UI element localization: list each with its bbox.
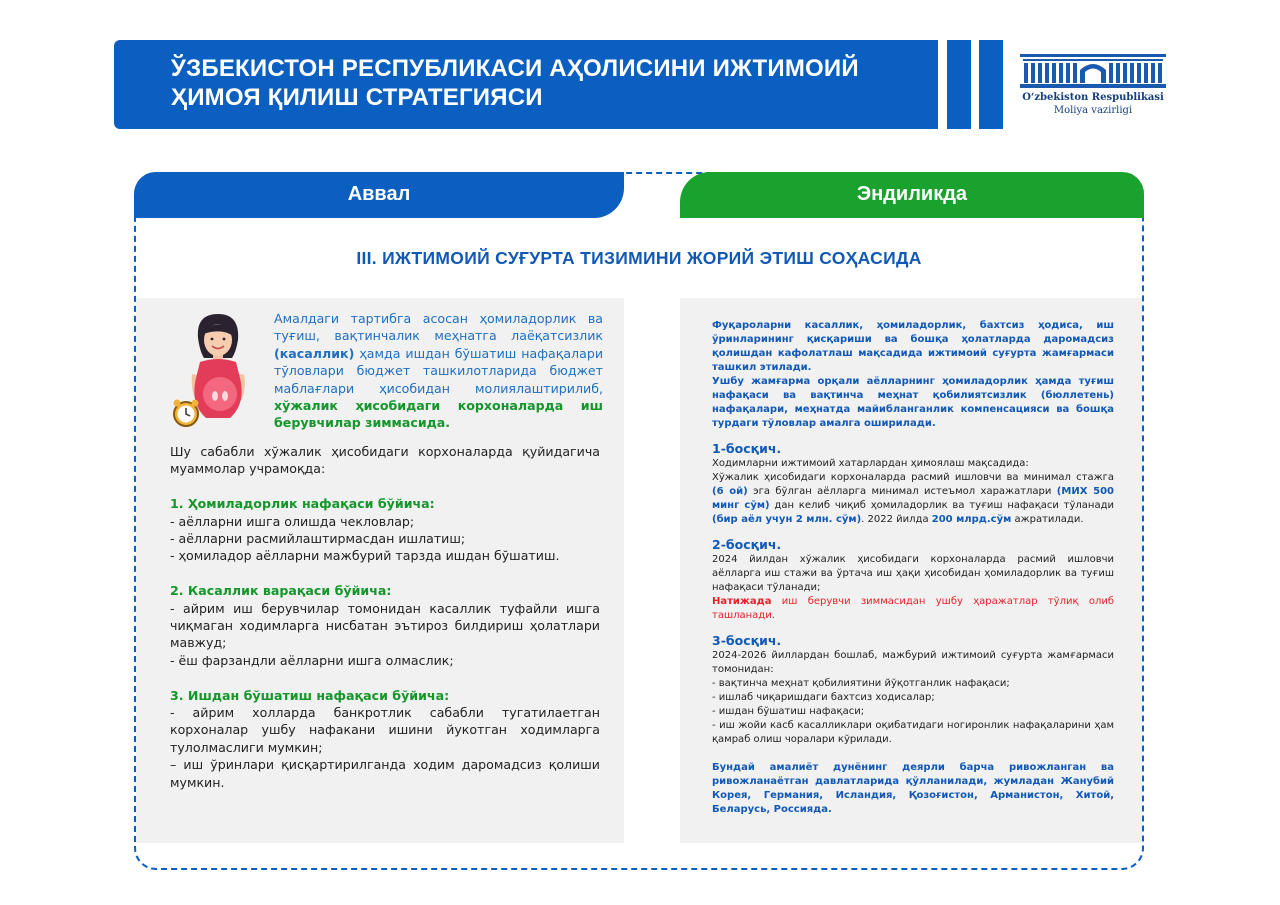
now-footer: Бундай амалиёт дунёнинг деярли барча ривожланган ва ривожланаётган давлатларида қўлланилади, жумладан Жанубий Корея, Германия, Исландия, Қозоғистон, Арманистон, Хитой, Беларусь, Россияда. bbox=[712, 762, 1114, 815]
tab-before bbox=[134, 172, 624, 218]
step-2-title: 2-босқич. bbox=[712, 537, 782, 552]
tab-now-label: Эндиликда bbox=[856, 182, 968, 205]
tab-now bbox=[680, 172, 1144, 218]
step-1-details bbox=[712, 471, 1114, 527]
step-2-result bbox=[712, 595, 1114, 623]
list-item: - аёлларни ишга олишда чекловлар; bbox=[170, 513, 415, 529]
ministry-logo bbox=[1018, 52, 1168, 122]
step-1-text: ажратилади. bbox=[1011, 514, 1084, 525]
step-1-highlight: (6 ой) bbox=[712, 486, 748, 497]
step-2-result-text: иш берувчи зиммасидан ушбу ҳаражатлар тўлиқ олиб ташланади. bbox=[712, 596, 1114, 621]
step-1-text: дан келиб чиқиб ҳомиладорлик ва туғиш нафақаси тўланади bbox=[769, 500, 1114, 511]
list-item: - вақтинча меҳнат қобилиятини йўқотганлик нафақаси; bbox=[712, 678, 1010, 689]
intro-highlight: хўжалик ҳисобидаги корхоналарда иш берувчилар зиммасида. bbox=[274, 398, 603, 431]
step-1-text: Ходимларни ижтимоий хатарлардан ҳимоялаш мақсадида: bbox=[712, 458, 1029, 469]
now-content bbox=[712, 319, 1114, 817]
step-1-highlight: (бир аёл учун 2 млн. сўм) bbox=[712, 514, 862, 525]
section-heading-maternity: 1. Ҳомиладорлик нафақаси бўйича: bbox=[170, 496, 435, 512]
list-item: – иш ўринлари қисқартирилганда ходим даромадсиз қолиши мумкин. bbox=[170, 757, 600, 790]
header-stripe bbox=[947, 40, 971, 129]
page-title-line-2: ҲИМОЯ ҚИЛИШ СТРАТЕГИЯСИ bbox=[171, 84, 543, 111]
step-1-text: эга бўлган аёлларга минимал истеъмол харажатлари bbox=[747, 486, 1057, 497]
step-2-result-label: Натижада bbox=[712, 596, 772, 607]
list-item: - ишдан бўшатиш нафақаси; bbox=[712, 706, 865, 717]
list-item: - айрим холларда банкротлик сабабли тугатилаетган корхоналар ушбу нафакани ишини йукотган ходимларга тулолмаслиги мумкин; bbox=[170, 705, 600, 755]
tab-before-label: Аввал bbox=[347, 182, 411, 205]
list-item: - ишлаб чиқаришдаги бахтсиз ходисалар; bbox=[712, 692, 935, 703]
intro-text-1: Амалдаги тартибга асосан ҳомиладорлик ва туғиш, вақтинчалик меҳнатга лаёқатсизлик bbox=[274, 311, 603, 344]
step-1-text: Хўжалик ҳисобидаги корхоналарда расмий ишловчи ва минимал стажга bbox=[712, 472, 1114, 483]
section-heading-sick-leave: 2. Касаллик варақаси бўйича: bbox=[170, 583, 392, 599]
step-1-highlight: (МИХ 500 минг сўм) bbox=[712, 486, 1114, 511]
intro-text-2: ҳамда ишдан бўшатиш нафақалари тўловлари бюджет ташкилотларида бюджет маблағлари ҳисобидан молиялаштирилиб, bbox=[274, 345, 603, 396]
logo-name: O‘zbekiston Respublikasi bbox=[1022, 92, 1164, 103]
page-title-line-1: ЎЗБЕКИСТОН РЕСПУБЛИКАСИ АҲОЛИСИНИ ИЖТИМОИЙ bbox=[171, 55, 859, 82]
step-1-highlight: 200 млрд.сўм bbox=[931, 514, 1012, 525]
pregnant-woman-with-clock-icon bbox=[170, 308, 266, 428]
step-2-text: 2024 йилдан хўжалик ҳисобидаги корхоналарда расмий ишловчи аёлларга иш стажи ва ўртача иш ҳақи ҳисобидан ҳомиладорлик ва туғиш нафақаси тўланади; bbox=[712, 554, 1114, 593]
before-problems bbox=[170, 443, 600, 791]
step-1-text: . 2022 йилда bbox=[861, 514, 932, 525]
step-3-title: 3-босқич. bbox=[712, 633, 782, 648]
list-item: - айрим иш берувчилар томонидан касаллик туфайли ишга чиқмаган ходимларга нисбатан эътироз билдириш ҳолатлари мавжуд; bbox=[170, 600, 600, 651]
now-intro-2: Ушбу жамғарма орқали аёлларнинг ҳомиладорлик ҳамда туғиш нафақаси ва вақтинча меҳнат қобилиятсизлик (бюллетень) нафақалари, меҳнатда майибланганлик компенсацияси ва бошқа турдаги тўловлар амалга оширилади. bbox=[712, 376, 1114, 429]
now-intro-1: Фуқароларни касаллик, ҳомиладорлик, бахтсиз ҳодиса, иш ўринларининг қисқариши ва бошқа ҳолатларда даромадсиз қолишдан кафолатлаш мақсадида ижтимоий суғурта жамғармаси ташкил этилади. bbox=[712, 320, 1114, 373]
step-3-text: 2024-2026 йиллардан бошлаб, мажбурий ижтимоий суғурта жамғармаси томонидан: bbox=[712, 650, 1114, 675]
header-banner bbox=[114, 40, 938, 129]
header-stripe bbox=[979, 40, 1003, 129]
before-intro bbox=[274, 310, 603, 432]
section-heading-dismissal: 3. Ишдан бўшатиш нафақаси бўйича: bbox=[170, 687, 450, 703]
intro-emphasis: (касаллик) bbox=[274, 345, 355, 361]
problems-lead: Шу сабабли хўжалик ҳисобидаги корхоналарда қуйидагича муаммолар учрамоқда: bbox=[170, 444, 600, 477]
logo-subtitle: Moliya vazirligi bbox=[1053, 105, 1133, 116]
list-item: - ёш фарзандли аёлларни ишга олмаслик; bbox=[170, 652, 454, 668]
list-item: - аёлларни расмийлаштирмасдан ишлатиш; bbox=[170, 531, 466, 547]
list-item: - ҳомиладор аёлларни мажбурий тарзда ишдан бўшатиш. bbox=[170, 548, 560, 564]
page-title bbox=[171, 54, 859, 112]
list-item: - иш жойи касб касалликлари оқибатидаги ногиронлик нафақаларини ҳам қамраб олиш чоралари кўрилади. bbox=[712, 720, 1114, 745]
section-title: III. ИЖТИМОИЙ СУҒУРТА ТИЗИМИНИ ЖОРИЙ ЭТИШ СОҲАСИДА bbox=[356, 248, 922, 268]
building-emblem-icon bbox=[1020, 54, 1166, 88]
step-1-title: 1-босқич. bbox=[712, 441, 782, 456]
